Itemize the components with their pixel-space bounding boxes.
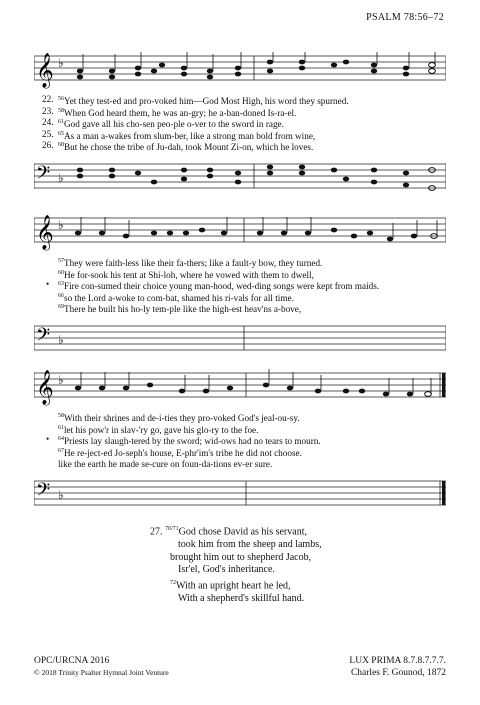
treble-clef-icon: 𝄞 bbox=[36, 370, 54, 405]
bass-clef-icon: 𝄢 bbox=[36, 480, 51, 505]
lyric-line: 23. $^{58}$When God heard them, he was an-gry; he a-ban-doned Is-ra-el. bbox=[42, 105, 297, 118]
psalm-reference: PSALM 78:56–72 bbox=[366, 12, 444, 23]
flat-icon: ♭ bbox=[58, 488, 64, 502]
footer-tune: LUX PRIMA 8.7.8.7.7.7. Charles F. Gounod, 1872 bbox=[349, 656, 446, 678]
final-stanza bbox=[150, 523, 322, 605]
bass-staff bbox=[34, 160, 446, 200]
lyric-line: $^{57}$They were faith-less like their fa-thers; like a fault-y bow, they turned. bbox=[58, 258, 323, 269]
bass-staff bbox=[34, 477, 446, 517]
lyric-line: $^{69}$There he built his ho-ly tem-ple like the high-est heav'ns a-bove, bbox=[58, 304, 302, 315]
lyric-line: $^{60}$He for-sook his tent at Shi-loh, where he vowed with them to dwell, bbox=[58, 269, 314, 280]
lyric-line: $^{66}$so the Lord a-woke to com-bat, shamed his ri-vals for all time. bbox=[58, 292, 294, 303]
treble-clef-icon: 𝄞 bbox=[36, 53, 54, 88]
lyric-line: $^{61}$let his pow'r in slav-'ry go, gave his glo-ry to the foe. bbox=[58, 424, 259, 435]
flat-icon: ♭ bbox=[58, 373, 64, 387]
treble-clef-icon: 𝄞 bbox=[36, 215, 54, 250]
footer-source: OPC/URCNA 2016 © 2018 Trinity Psalter Hymnal Joint Venture bbox=[34, 656, 169, 677]
lyric-line: • $^{64}$Priests lay slaugh-tered by the sword; wid-ows had no tears to mourn. bbox=[46, 434, 321, 447]
flat-icon: ♭ bbox=[58, 218, 64, 232]
bass-clef-icon: 𝄢 bbox=[36, 325, 51, 350]
final-stanza-line: brought him out to shepherd Jacob, bbox=[170, 551, 312, 563]
lyric-line: $^{67}$He re-ject-ed Jo-seph's house, E-phr'im's tribe he did not choose. bbox=[58, 447, 302, 458]
lyric-line: 22. $^{56}$Yet they test-ed and pro-voked him—God Most High, his word they spurned. bbox=[42, 94, 349, 107]
stanza-lines-2 bbox=[34, 256, 446, 314]
treble-staff bbox=[34, 52, 446, 92]
lyric-line: 26. $^{68}$But he chose the tribe of Ju-dah, took Mount Zi-on, which he loves. bbox=[42, 140, 314, 153]
final-stanza-line: Isr'el, God's inheritance. bbox=[178, 564, 275, 576]
final-barline bbox=[442, 373, 446, 397]
flat-icon: ♭ bbox=[58, 171, 64, 185]
lyric-line: like the earth he made se-cure on foun-da-tions ev-er sure. bbox=[58, 459, 273, 470]
final-stanza-line: $^{72}$With an upright heart he led, bbox=[170, 579, 291, 592]
lyric-line: 25. $^{65}$As a man a-wakes from slum-ber, like a strong man bold from wine, bbox=[42, 128, 316, 141]
stanza-lines-1 bbox=[34, 94, 446, 152]
lyric-line: 24. $^{61}$God gave all his cho-sen peo-ple o-ver to the sword in rage. bbox=[42, 117, 284, 130]
stanza-lines-3 bbox=[34, 411, 446, 469]
final-barline bbox=[442, 481, 446, 505]
bass-clef-icon: 𝄢 bbox=[36, 163, 51, 188]
bass-staff bbox=[34, 322, 446, 362]
final-stanza-line: took him from the sheep and lambs, bbox=[178, 538, 322, 550]
lyric-line: $^{58}$With their shrines and de-i-ties they pro-voked God's jeal-ou-sy. bbox=[58, 413, 300, 424]
lyric-line: • $^{63}$Fire con-sumed their choice young man-hood, wed-ding songs were kept from maids. bbox=[46, 279, 380, 292]
flat-icon: ♭ bbox=[58, 56, 64, 70]
treble-staff bbox=[34, 369, 446, 409]
flat-icon: ♭ bbox=[58, 333, 64, 347]
final-stanza-line: With a shepherd's skillful hand. bbox=[178, 592, 305, 604]
treble-staff bbox=[34, 214, 446, 254]
final-stanza-line: 27. $^{70/71}$God chose David as his servant, bbox=[150, 526, 307, 538]
